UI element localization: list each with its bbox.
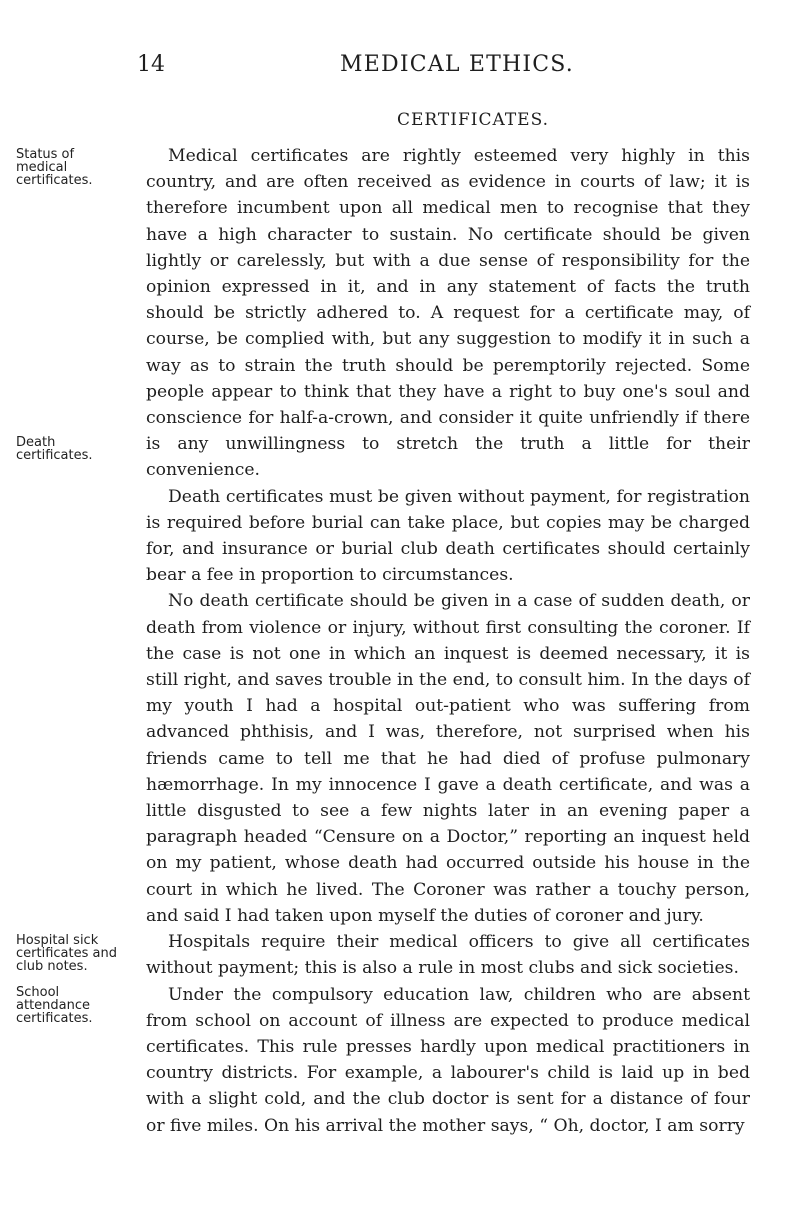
page-header bbox=[0, 50, 800, 80]
paragraph-coroner: No death certificate should be given in a case of sudden death, or death from violence or injury, without first consulting the coroner. If the case is not one in which an inquest is deemed necessary, it is still right, and saves trouble in the end, to consult him. In the days of my youth I had a hospital out-patient who was suffering from advanced phthisis, and I was, therefore, not surprised when his friends came to tell me that he had died of profuse pulmonary hæmorrhage. In my innocence I gave a death certificate, and was a little disgusted to see a few nights later in an evening paper a paragraph headed “Censure on a Doctor,” reporting an inquest held on my patient, whose death had occurred outside his house in the court in which he lived. The Coroner was rather a touchy person, and said I had taken upon myself the duties of coroner and jury. bbox=[146, 591, 750, 926]
margin-note-school: School attendance certificates. bbox=[16, 985, 93, 1026]
paragraph-status: Medical certificates are rightly esteemed very highly in this country, and are often received as evidence in courts of law; it is therefore incumbent upon all medical men to recognise that they have a high character to sustain. No certificate should be given lightly or carelessly, but with a due sense of responsibility for the opinion expressed in it, and in any statement of facts the truth should be strictly adhered to. A request for a certificate may, of course, be complied with, but any suggestion to modify it in such a way as to strain the truth should be peremptorily rejected. Some people appear to think that they have a right to buy one's soul and conscience for half-a-crown, and consider it quite unfriendly if there is any unwillingness to stretch the truth a little for their convenience. bbox=[146, 146, 750, 481]
margin-note-status: Status of medical certificates. bbox=[16, 147, 93, 188]
paragraph-hospital: Hospitals require their medical officers to give all certificates without payment; this is also a rule in most clubs and sick societies. bbox=[146, 932, 750, 979]
margin-note-hospital: Hospital sick certificates and club notes. bbox=[16, 933, 117, 974]
section-title: CERTIFICATES. bbox=[396, 110, 550, 130]
paragraph-death: Death certificates must be given without payment, for registration is required before burial can take place, but copies may be charged for, and insurance or burial club death certificates should certainly bear a fee in proportion to circumstances. bbox=[146, 486, 750, 586]
running-head: MEDICAL ETHICS. bbox=[340, 52, 574, 77]
page-number: 14 bbox=[137, 52, 165, 77]
paragraph-school: Under the compulsory education law, children who are absent from school on account of illness are expected to produce medical certificates. This rule presses hardly upon medical practitioners in country districts. For example, a labourer's child is laid up in bed with a slight cold, and the club doctor is sent for a distance of four or five miles. On his arrival the mother says, “ Oh, doctor, I am sorry bbox=[146, 984, 750, 1136]
body-text bbox=[146, 143, 750, 1139]
margin-note-death: Death certificates. bbox=[16, 435, 93, 463]
